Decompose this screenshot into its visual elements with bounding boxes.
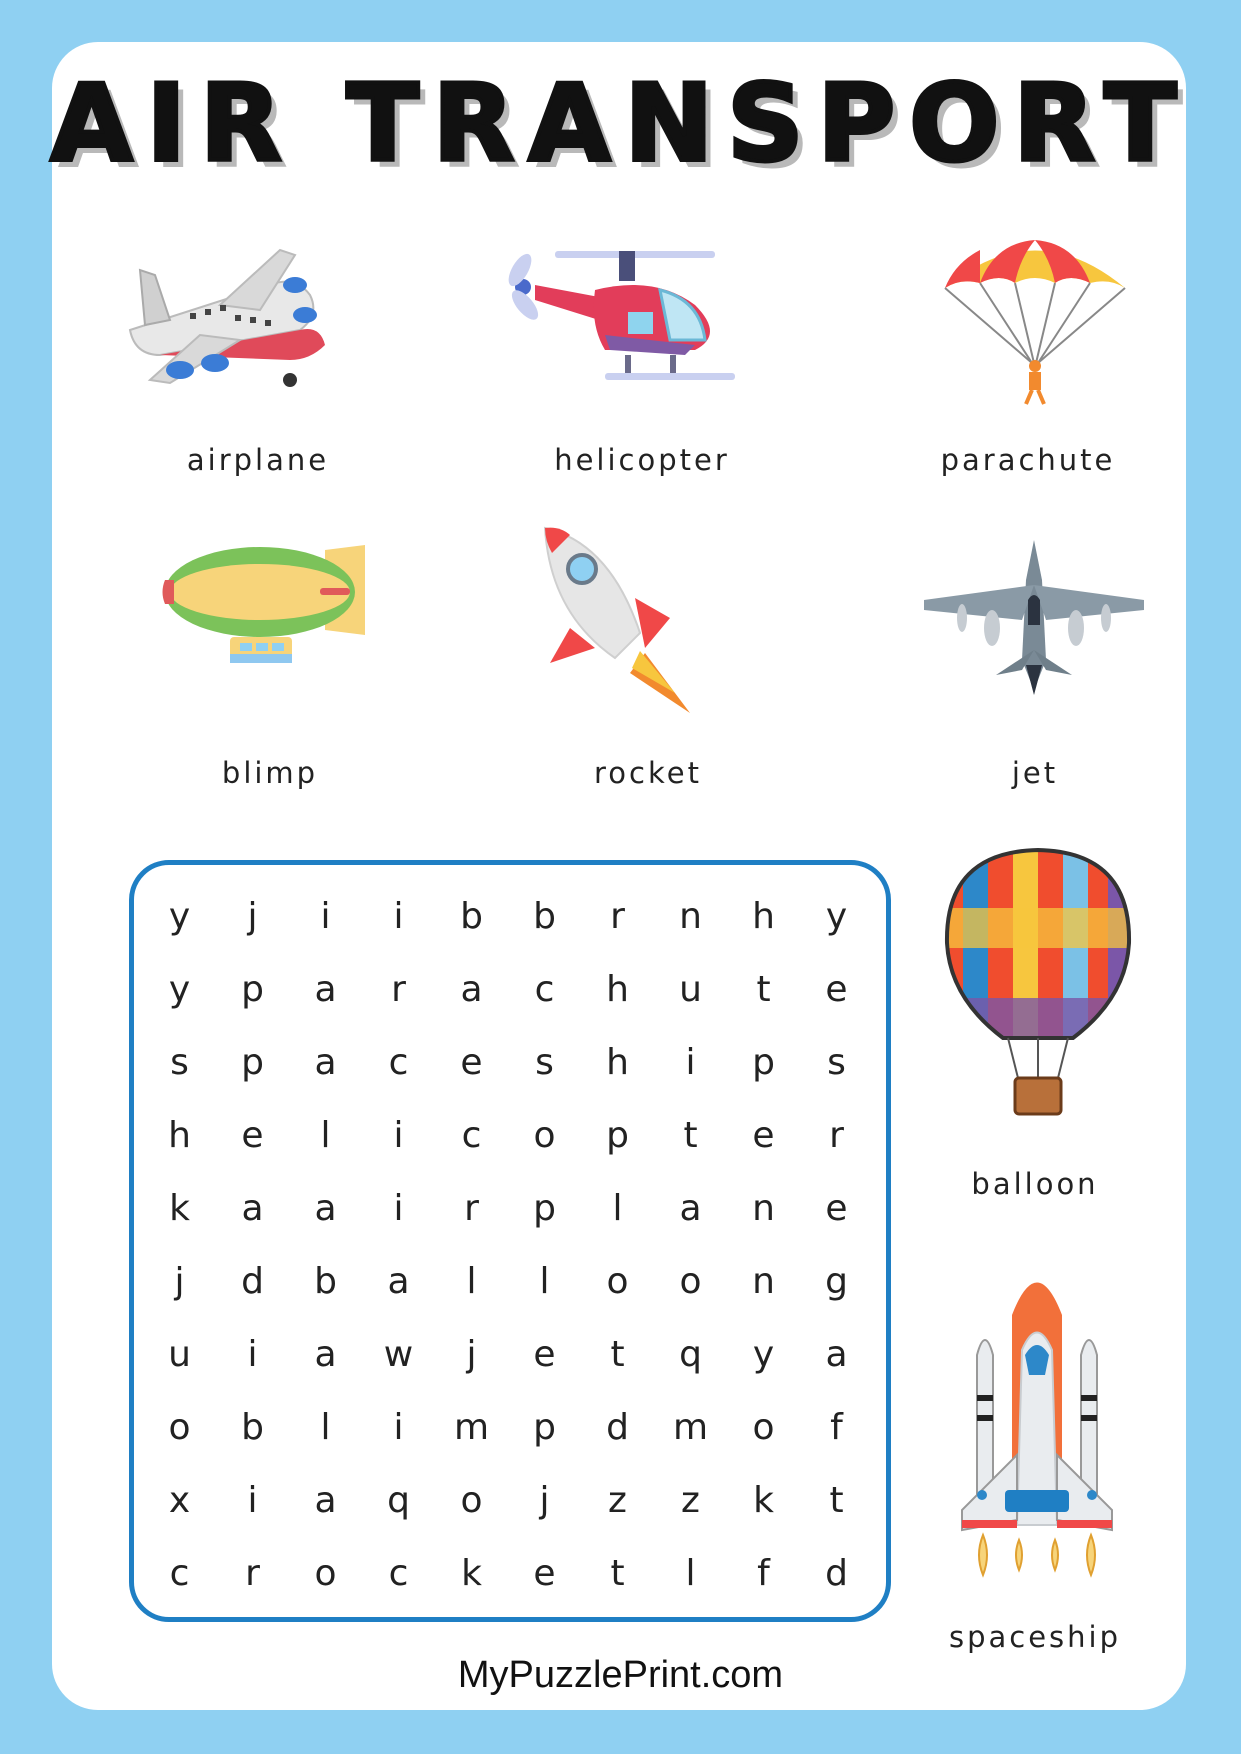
label-balloon: balloon (971, 1167, 1099, 1201)
grid-cell: u (679, 969, 702, 1010)
grid-cell: f (757, 1553, 770, 1594)
grid-cell: a (241, 1188, 264, 1229)
label-airplane: airplane (186, 443, 330, 477)
grid-cell: b (533, 896, 556, 937)
grid-cell: l (612, 1188, 623, 1229)
grid-cell: i (685, 1042, 696, 1083)
grid-cell: r (391, 969, 406, 1010)
grid-cell: y (752, 1334, 775, 1375)
grid-cell: l (466, 1261, 477, 1302)
grid-cell: c (534, 969, 555, 1010)
grid-cell: l (320, 1115, 331, 1156)
grid-cell: n (679, 896, 702, 937)
grid-cell: d (241, 1261, 264, 1302)
hot-air-balloon-icon (943, 848, 1133, 1118)
grid-cell: o (606, 1261, 629, 1302)
grid-cell: b (241, 1407, 264, 1448)
grid-cell: h (606, 969, 629, 1010)
grid-cell: e (533, 1334, 556, 1375)
grid-cell: j (174, 1261, 185, 1302)
grid-cell: k (753, 1480, 774, 1521)
grid-cell: o (533, 1115, 556, 1156)
grid-cell: c (388, 1042, 409, 1083)
grid-cell: j (247, 896, 258, 937)
grid-cell: h (606, 1042, 629, 1083)
grid-cell: r (829, 1115, 844, 1156)
grid-cell: y (168, 896, 191, 937)
grid-cell: k (461, 1553, 482, 1594)
grid-cell: a (314, 969, 337, 1010)
grid-cell: l (320, 1407, 331, 1448)
grid-cell: i (393, 1188, 404, 1229)
grid-cell: p (241, 1042, 264, 1083)
grid-cell: b (460, 896, 483, 937)
grid-cell: t (610, 1334, 625, 1375)
grid-cell: a (314, 1042, 337, 1083)
rocket-icon (540, 523, 715, 718)
grid-cell: x (168, 1480, 191, 1521)
grid-cell: p (533, 1188, 556, 1229)
grid-cell: i (393, 896, 404, 937)
grid-cell: a (314, 1188, 337, 1229)
grid-cell: p (752, 1042, 775, 1083)
grid-cell: m (453, 1407, 490, 1448)
grid-cell: t (610, 1553, 625, 1594)
grid-cell: q (679, 1334, 702, 1375)
grid-cell: a (679, 1188, 702, 1229)
grid-cell: r (464, 1188, 479, 1229)
grid-cell: g (825, 1261, 848, 1302)
grid-cell: p (533, 1407, 556, 1448)
word-search-grid (143, 880, 873, 1610)
grid-cell: s (827, 1042, 846, 1083)
grid-cell: k (169, 1188, 190, 1229)
helicopter-icon (495, 245, 750, 395)
grid-cell: e (752, 1115, 775, 1156)
grid-cell: o (752, 1407, 775, 1448)
grid-cell: c (169, 1553, 190, 1594)
grid-cell: r (610, 896, 625, 937)
grid-cell: r (245, 1553, 260, 1594)
airplane-icon (120, 245, 345, 395)
grid-cell: i (247, 1334, 258, 1375)
grid-cell: i (247, 1480, 258, 1521)
grid-cell: d (825, 1553, 848, 1594)
grid-cell: q (387, 1480, 410, 1521)
grid-cell: s (535, 1042, 554, 1083)
label-helicopter: helicopter (554, 443, 730, 477)
label-blimp: blimp (221, 756, 319, 790)
grid-cell: c (388, 1553, 409, 1594)
page-title: AIR TRANSPORT (50, 62, 1191, 185)
grid-cell: i (393, 1115, 404, 1156)
grid-cell: t (683, 1115, 698, 1156)
label-jet: jet (1011, 756, 1059, 790)
space-shuttle-icon (957, 1255, 1117, 1605)
jet-icon (922, 540, 1147, 695)
grid-cell: z (681, 1480, 700, 1521)
site-footer: MyPuzzlePrint.com (457, 1654, 784, 1696)
label-parachute: parachute (940, 443, 1116, 477)
grid-cell: y (825, 896, 848, 937)
grid-cell: i (393, 1407, 404, 1448)
grid-cell: n (752, 1188, 775, 1229)
grid-cell: a (825, 1334, 848, 1375)
grid-cell: s (170, 1042, 189, 1083)
grid-cell: n (752, 1261, 775, 1302)
grid-cell: y (168, 969, 191, 1010)
grid-cell: t (756, 969, 771, 1010)
grid-cell: e (533, 1553, 556, 1594)
grid-cell: d (606, 1407, 629, 1448)
grid-cell: o (679, 1261, 702, 1302)
grid-cell: m (672, 1407, 709, 1448)
grid-cell: a (314, 1480, 337, 1521)
grid-cell: a (387, 1261, 410, 1302)
grid-cell: l (539, 1261, 550, 1302)
grid-cell: c (461, 1115, 482, 1156)
grid-cell: h (752, 896, 775, 937)
parachute-icon (940, 238, 1130, 408)
grid-cell: f (830, 1407, 843, 1448)
grid-cell: p (241, 969, 264, 1010)
label-spaceship: spaceship (948, 1620, 1122, 1654)
blimp-icon (160, 540, 375, 685)
grid-cell: j (539, 1480, 550, 1521)
grid-cell: e (825, 1188, 848, 1229)
grid-cell: t (829, 1480, 844, 1521)
grid-cell: u (168, 1334, 191, 1375)
grid-cell: w (383, 1334, 414, 1375)
grid-cell: z (608, 1480, 627, 1521)
grid-cell: b (314, 1261, 337, 1302)
grid-cell: e (825, 969, 848, 1010)
grid-cell: a (460, 969, 483, 1010)
grid-cell: e (460, 1042, 483, 1083)
grid-cell: j (466, 1334, 477, 1375)
label-rocket: rocket (594, 756, 702, 790)
grid-cell: a (314, 1334, 337, 1375)
grid-cell: p (606, 1115, 629, 1156)
grid-cell: e (241, 1115, 264, 1156)
grid-cell: h (168, 1115, 191, 1156)
grid-cell: o (314, 1553, 337, 1594)
grid-cell: l (685, 1553, 696, 1594)
grid-cell: i (320, 896, 331, 937)
grid-cell: o (168, 1407, 191, 1448)
grid-cell: o (460, 1480, 483, 1521)
